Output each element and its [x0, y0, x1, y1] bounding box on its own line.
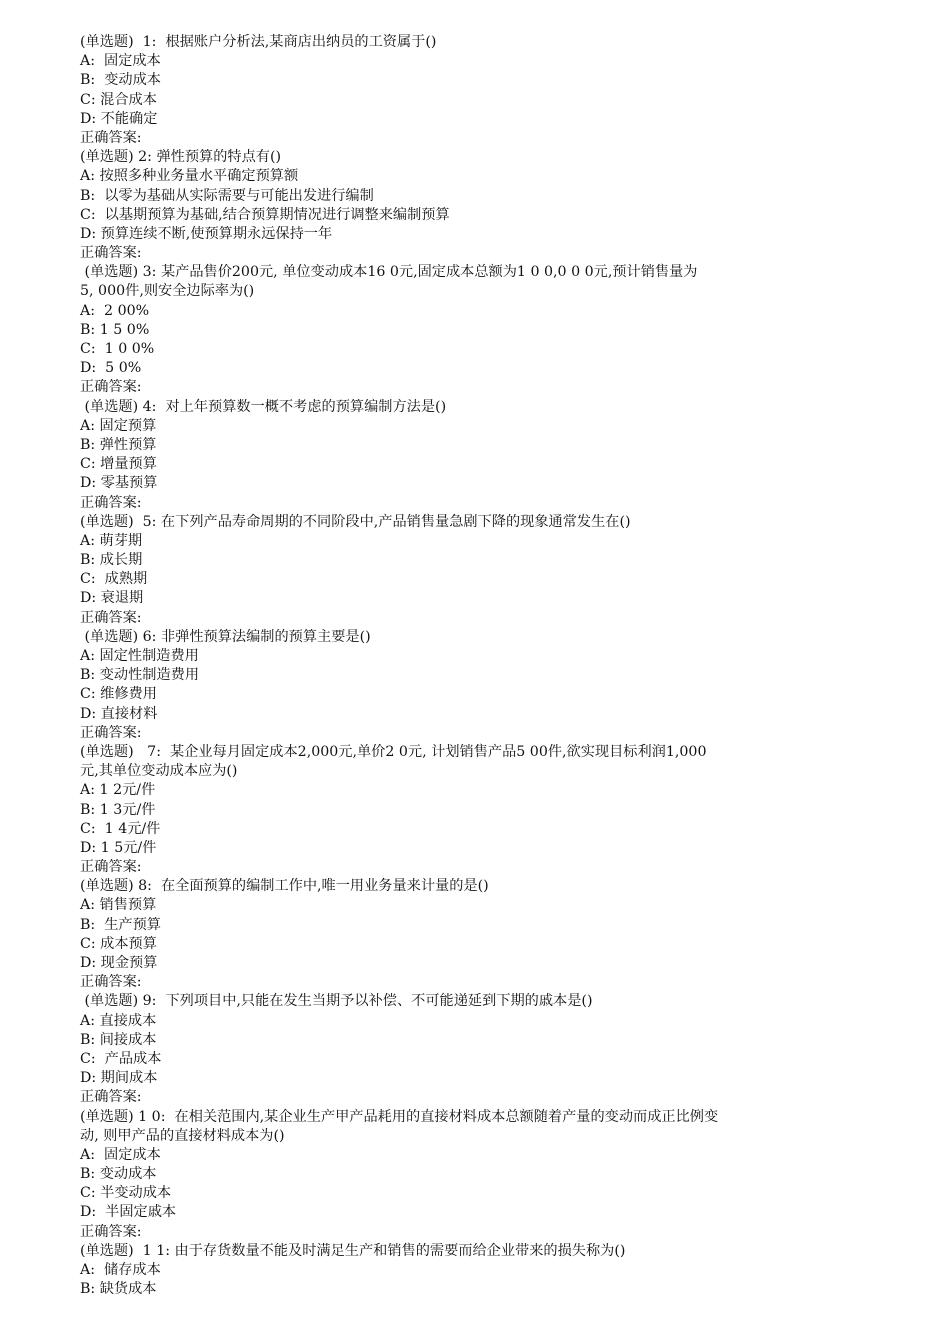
q8-option-d: D: 现金预算 — [80, 955, 158, 971]
q7-answer-label: 正确答案: — [80, 859, 142, 876]
q7-stem-line-1: (单选题) 7: 某企业每月固定成本2,000元,单价2 0元, 计划销售产品5 00件,欲实现目标利润1,000 — [80, 743, 707, 760]
q1-stem: (单选题) 1: 根据账户分析法,某商店出纳员的工资属于() — [80, 34, 437, 50]
q10-option-b: B: 变动成本 — [80, 1166, 157, 1183]
q9-option-c: C: 产品成本 — [80, 1050, 162, 1067]
q7-option-d: D: 1 5元/件 — [80, 839, 157, 856]
q4-stem: (单选题) 4: 对上年预算数一概不考虑的预算编制方法是() — [80, 398, 447, 415]
q10-option-a: A: 固定成本 — [80, 1146, 161, 1163]
q9-option-a: A: 直接成本 — [80, 1012, 157, 1029]
q1-option-d: D: 不能确定 — [80, 110, 158, 127]
q5-option-a: A: 萌芽期 — [80, 532, 143, 549]
q10-option-c: C: 半变动成本 — [80, 1185, 172, 1202]
q8-option-a: A: 销售预算 — [80, 897, 157, 914]
q3-option-c: C: 1 0 0% — [80, 341, 155, 357]
q6-option-d: D: 直接材料 — [80, 705, 158, 722]
q1-answer-label: 正确答案: — [80, 129, 142, 146]
q9-answer-label: 正确答案: — [80, 1089, 142, 1106]
q4-option-b: B: 弹性预算 — [80, 436, 157, 453]
q2-stem: (单选题) 2: 弹性预算的特点有() — [80, 149, 282, 166]
q10-option-d: D: 半固定戚本 — [80, 1204, 177, 1221]
q5-option-d: D: 衰退期 — [80, 590, 144, 607]
q8-stem: (单选题) 8: 在全面预算的编制工作中,唯一用业务量来计量的是() — [80, 878, 489, 895]
q10-stem-line-1: (单选题) 1 0: 在相关范围内,某企业生产甲产品耗用的直接材料成本总额随着产量的变动而成正比例变 — [80, 1108, 719, 1125]
q1-option-a: A: 固定成本 — [80, 53, 161, 70]
q11-option-a: A: 储存成本 — [80, 1262, 161, 1278]
q2-option-c: C: 以基期预算为基础,结合预算期情况进行调整来编制预算 — [80, 206, 450, 223]
q9-stem: (单选题) 9: 下列项目中,只能在发生当期予以补偿、不可能递延到下期的戚本是() — [80, 993, 593, 1010]
q6-option-a: A: 固定性制造费用 — [80, 648, 199, 664]
q4-answer-label: 正确答案: — [80, 494, 142, 511]
q6-option-b: B: 变动性制造费用 — [80, 667, 200, 684]
q6-stem: (单选题) 6: 非弹性预算法编制的预算主要是() — [80, 628, 371, 645]
q7-option-a: A: 1 2元/件 — [80, 782, 156, 799]
q5-option-b: B: 成长期 — [80, 552, 143, 569]
q11-stem: (单选题) 1 1: 由于存货数量不能及时满足生产和销售的需要而给企业带来的损失称为() — [80, 1242, 626, 1259]
q5-answer-label: 正确答案: — [80, 609, 142, 626]
q3-answer-label: 正确答案: — [80, 379, 142, 396]
q6-answer-label: 正确答案: — [80, 724, 142, 741]
q6-option-c: C: 维修费用 — [80, 686, 157, 703]
q2-option-b: B: 以零为基础从实际需要与可能出发进行编制 — [80, 187, 374, 204]
q7-option-c: C: 1 4元/件 — [80, 820, 161, 837]
q8-option-b: B: 生产预算 — [80, 916, 161, 933]
q8-answer-label: 正确答案: — [80, 974, 142, 991]
q10-answer-label: 正确答案: — [80, 1223, 142, 1240]
q2-option-a: A: 按照多种业务量水平确定预算额 — [80, 168, 299, 185]
q4-option-a: A: 固定预算 — [80, 417, 157, 434]
question-document — [80, 33, 880, 1299]
q3-stem-line-1: (单选题) 3: 某产品售价200元, 单位变动成本16 0元,固定成本总额为1 0 0,0 0 0元,预计销售量为 — [80, 264, 698, 281]
q3-option-a: A: 2 00% — [80, 302, 150, 319]
q4-option-c: C: 增量预算 — [80, 456, 157, 473]
q10-stem-line-2: 动, 则甲产品的直接材料成本为() — [80, 1127, 285, 1144]
q1-option-b: B: 变动成本 — [80, 72, 161, 89]
q7-stem-line-2: 元,其单位变动成本应为() — [80, 763, 238, 780]
q3-option-d: D: 5 0% — [80, 360, 142, 377]
q3-option-b: B: 1 5 0% — [80, 321, 150, 338]
q1-option-c: C: 混合成本 — [80, 91, 157, 108]
q11-option-b: B: 缺货成本 — [80, 1281, 157, 1298]
q3-stem-line-2: 5, 000件,则安全边际率为() — [80, 283, 255, 300]
q2-option-d: D: 预算连续不断,使预算期永远保持一年 — [80, 225, 333, 242]
q5-stem: (单选题) 5: 在下列产品寿命周期的不同阶段中,产品销售量急剧下降的现象通常发生在() — [80, 513, 631, 530]
q9-option-b: B: 间接成本 — [80, 1031, 157, 1048]
q5-option-c: C: 成熟期 — [80, 571, 148, 588]
q4-option-d: D: 零基预算 — [80, 475, 158, 492]
q2-answer-label: 正确答案: — [80, 245, 142, 262]
q8-option-c: C: 成本预算 — [80, 935, 157, 952]
q7-option-b: B: 1 3元/件 — [80, 801, 156, 818]
q9-option-d: D: 期间成本 — [80, 1070, 158, 1087]
